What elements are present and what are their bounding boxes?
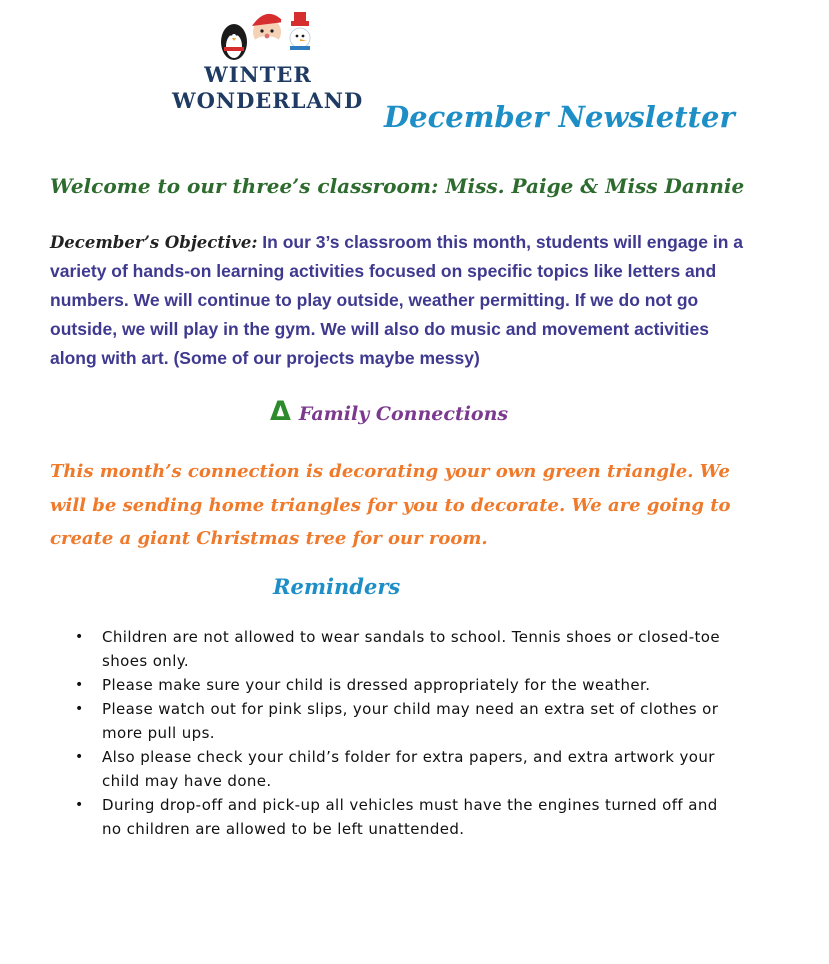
reminder-item: • Please watch out for pink slips, your child may need an extra set of clothes or more pull ups.	[74, 697, 734, 745]
newsletter-title: December Newsletter	[384, 100, 735, 134]
logo-word-winter: WINTER	[204, 62, 312, 87]
bullet-icon: •	[75, 701, 84, 717]
bullet-icon: •	[75, 629, 84, 645]
reminders-list	[74, 625, 734, 841]
triangle-icon: Δ	[270, 396, 291, 427]
reminder-item: • Also please check your child’s folder for extra papers, and extra artwork your child may have done.	[74, 745, 734, 793]
bullet-icon: •	[75, 797, 84, 813]
reminders-heading: Reminders	[273, 574, 401, 599]
family-connections-heading	[270, 396, 508, 427]
welcome-heading: Welcome to our three’s classroom: Miss. Paige & Miss Dannie	[50, 174, 745, 198]
objective-label: December’s Objective:	[50, 233, 258, 252]
family-connections-title: Family Connections	[298, 403, 509, 425]
reminder-item: • Please make sure your child is dressed appropriately for the weather.	[74, 673, 734, 697]
bullet-icon: •	[75, 677, 84, 693]
reminder-item: • During drop-off and pick-up all vehicles must have the engines turned off and no children are allowed to be left unattended.	[74, 793, 734, 841]
winter-wonderland-logo	[172, 4, 364, 120]
bullet-icon: •	[75, 749, 84, 765]
objective-paragraph	[50, 228, 750, 373]
family-connection-text: This month’s connection is decorating your own green triangle. We will be sending home triangles for you to decorate. We are going to create a giant Christmas tree for our room.	[50, 461, 731, 549]
objective-text: In our 3’s classroom this month, students will engage in a variety of hands-on learning activities focused on specific topics like letters and numbers. We will continue to play outside, weather permitting. If we do not go outside, we will play in the gym. We will also do music and movement activities along with art. (Some of our projects maybe messy)	[50, 232, 743, 368]
logo-word-wonderland: WONDERLAND	[172, 88, 364, 113]
reminder-item: • Children are not allowed to wear sandals to school. Tennis shoes or closed-toe shoes only.	[74, 625, 734, 673]
holiday-characters-icon	[172, 4, 344, 64]
